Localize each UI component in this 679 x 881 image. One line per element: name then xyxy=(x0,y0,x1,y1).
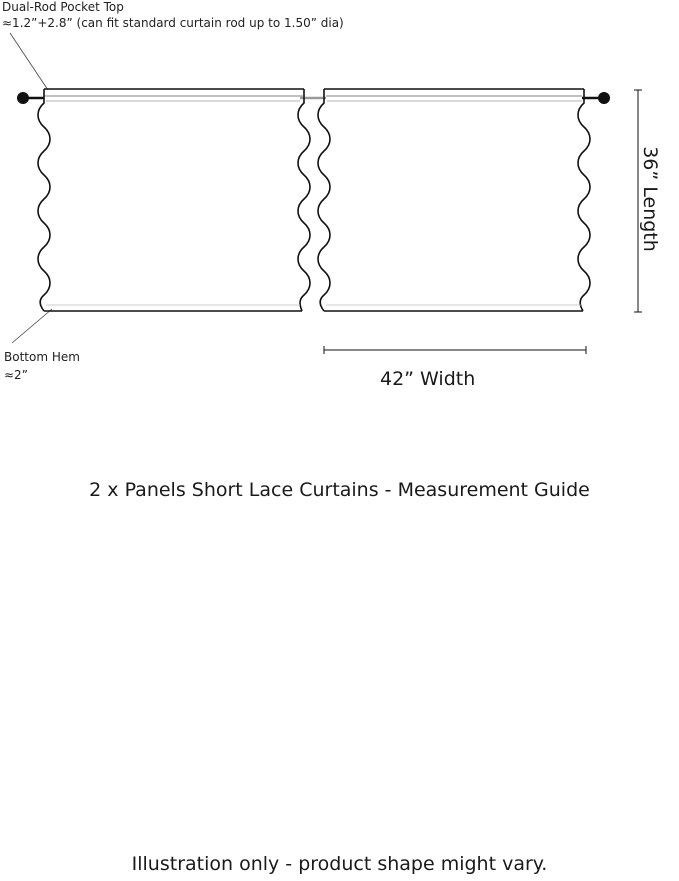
rod-pocket-label: Dual-Rod Pocket Top xyxy=(2,0,124,14)
width-dimension-line xyxy=(324,346,586,354)
rod-finial-right xyxy=(598,92,610,104)
rod-pocket-leader-line xyxy=(10,33,48,90)
bottom-hem-leader-line xyxy=(12,309,52,343)
rod-pocket-detail: ≈1.2”+2.8” (can fit standard curtain rod up to 1.50” dia) xyxy=(2,16,344,30)
curtain-panel-left xyxy=(38,89,310,311)
curtain-panel-right xyxy=(318,89,590,311)
footer-note: Illustration only - product shape might vary. xyxy=(131,853,548,875)
length-label: 36” Length xyxy=(639,146,661,252)
bottom-hem-detail: ≈2” xyxy=(4,368,28,382)
guide-title: 2 x Panels Short Lace Curtains - Measurement Guide xyxy=(89,479,590,501)
curtain-rod xyxy=(17,92,610,104)
rod-finial-left xyxy=(17,92,29,104)
bottom-hem-label: Bottom Hem xyxy=(4,350,80,364)
width-label: 42” Width xyxy=(380,368,476,390)
